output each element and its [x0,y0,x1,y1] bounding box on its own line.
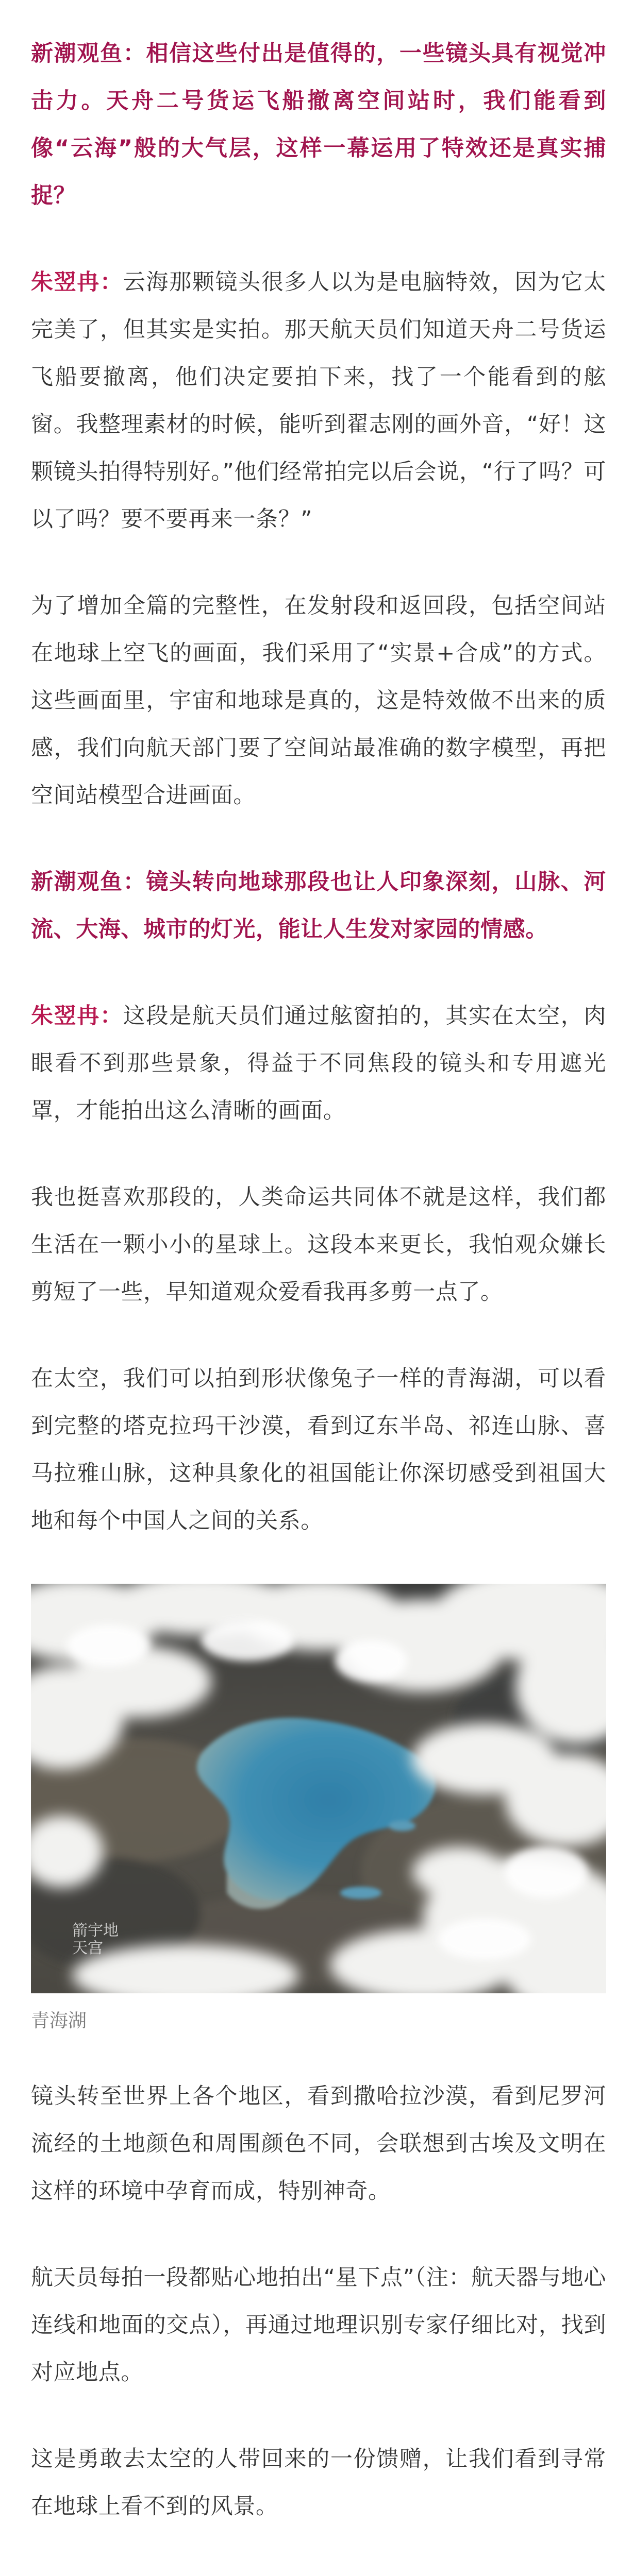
body-paragraph-8: 镜头转至世界上各个地区，看到撒哈拉沙漠，看到尼罗河流经的土地颜色和周围颜色不同，会联想到古埃及文明在这样的环境中孕育而成，特别神奇。 [31,2083,606,2204]
body-paragraph-3: 为了增加全篇的完整性，在发射段和返回段，包括空间站在地球上空飞的画面，我们采用了“实景+合成”的方式。这些画面里，宇宙和地球是真的，这是特效做不出来的质感，我们向航天部门要了空间站最准确的数字模型，再把空间站模型合进画面。 [31,593,606,808]
qinghai-lake-figure [31,1584,606,2037]
image-watermark-text: 箭宇地 天宫 [72,1922,119,1957]
body-paragraph-9: 航天员每拍一段都贴心地拍出“星下点”（注：航天器与地心连线和地面的交点），再通过地理识别专家仔细比对，找到对应地点。 [31,2265,606,2385]
question-paragraph-2: 新潮观鱼：镜头转向地球那段也让人印象深刻，山脉、河流、大海、城市的灯光，能让人生发对家园的情感。 [31,869,606,942]
answer-paragraph-2 [31,992,606,1134]
qinghai-lake-photo[interactable] [31,1584,606,1993]
answer-text: 这段是航天员们通过舷窗拍的，其实在太空，肉眼看不到那些景象，得益于不同焦段的镜头和专用遮光罩，才能拍出这么清晰的画面。 [31,1003,606,1124]
figure-caption: 青海湖 [31,2010,87,2031]
answer-text: 云海那颗镜头很多人以为是电脑特效，因为它太完美了，但其实是实拍。那天航天员们知道天舟二号货运飞船要撤离，他们决定要拍下来，找了一个能看到的舷窗。我整理素材的时候，能听到翟志刚的画外音，“好！这颗镜头拍得特别好。”他们经常拍完以后会说，“行了吗？可以了吗？要不要再来一条？” [31,269,606,532]
body-paragraph-10: 这是勇敢去太空的人带回来的一份馈赠，让我们看到寻常在地球上看不到的风景。 [31,2446,606,2519]
body-paragraph-7: 在太空，我们可以拍到形状像兔子一样的青海湖，可以看到完整的塔克拉玛干沙漠，看到辽东半岛、祁连山脉、喜马拉雅山脉，这种具象化的祖国能让你深切感受到祖国大地和每个中国人之间的关系。 [31,1366,606,1534]
image-watermark [72,1922,119,1957]
speaker-label: 朱翌冉： [31,1003,123,1029]
question-paragraph-1: 新潮观鱼：相信这些付出是值得的，一些镜头具有视觉冲击力。天舟二号货运飞船撤离空间站时，我们能看到像“云海”般的大气层，这样一幕运用了特效还是真实捕捉？ [31,41,606,209]
body-paragraph-6: 我也挺喜欢那段的，人类命运共同体不就是这样，我们都生活在一颗小小的星球上。这段本来更长，我怕观众嫌长剪短了一些，早知道观众爱看我再多剪一点了。 [31,1184,606,1305]
answer-paragraph-1 [31,259,606,543]
speaker-label: 朱翌冉： [31,269,123,295]
